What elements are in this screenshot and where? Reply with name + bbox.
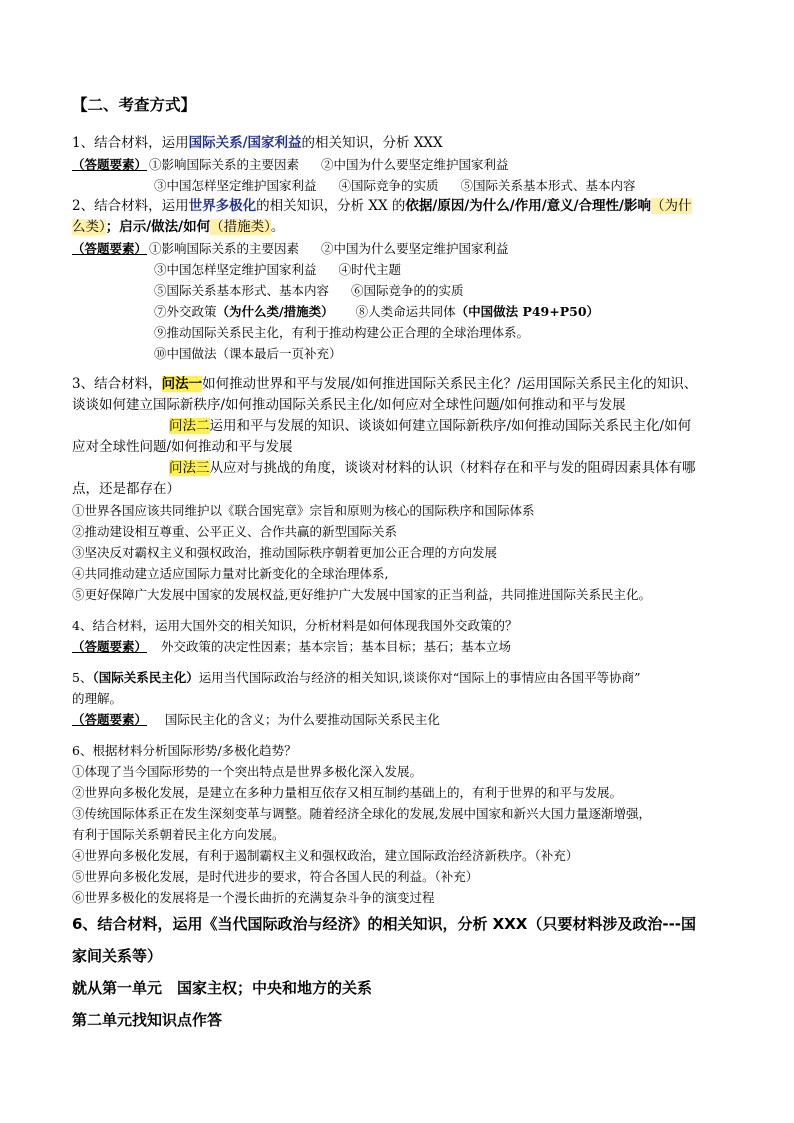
- section-title: 【二、考查方式】: [72, 95, 197, 114]
- q3-point-1: ①世界各国应该共同维护以《联合国宪章》宗旨和原则为核心的国际秩序和国际体系: [72, 503, 535, 518]
- question-2: 2、结合材料，运用世界多极化的相关知识，分析 XX 的依据/原因/为什么/作用/意义/合理性/影响（为什: [72, 198, 692, 214]
- q3-point-4: ④共同推动建立适应国际力量对比新变化的全球治理体系,: [72, 566, 389, 581]
- question-4: 4、结合材料，运用大国外交的相关知识，分析材料是如何体现我国外交政策的？: [72, 618, 518, 633]
- question-3-form-2: 问法二运用和平与发展的知识、谈谈如何建立国际新秩序/如何推动国际关系民主化/如何: [169, 418, 692, 434]
- q2-elements-row-1: （答题要素） ①影响国际关系的主要因素 ②中国为什么要坚定维护国家利益: [72, 241, 509, 256]
- question-2-cont: 么类）；启示/做法/如何（措施类）。: [72, 219, 285, 235]
- answer-elements-tag: （答题要素）: [72, 241, 148, 256]
- q1-elements-row-2: ③中国怎样坚定维护国家利益 ④国际竞争的实质 ⑤国际关系基本形式、基本内容: [154, 178, 636, 193]
- q4-elements: （答题要素） 外交政策的决定性因素；基本宗旨；基本目标；基石；基本立场: [72, 639, 511, 654]
- question-form-2: 问法二: [169, 418, 210, 434]
- q2-elements-row-3: ⑤国际关系基本形式、基本内容 ⑥国际竞争的的实质: [154, 283, 464, 298]
- question-3: 3、结合材料，问法一如何推动世界和平与发展/如何推进国际关系民主化？/运用国际关系民主化的知识、: [72, 376, 698, 392]
- question-form-1: 问法一: [161, 376, 203, 392]
- question-1: 1、结合材料，运用国际关系/国家利益的相关知识，分析 XXX: [72, 135, 443, 151]
- q1-keyword: 国际关系/国家利益: [188, 135, 302, 151]
- q6-point-3: ③传统国际体系正在发生深刻变革与调整。随着经济全球化的发展,发展中国家和新兴大国力量逐渐增强，: [72, 806, 651, 821]
- question-6b-line-1: 6、结合材料，运用《当代国际政治与经济》的相关知识，分析 XXX（只要材料涉及政治---国: [72, 915, 697, 933]
- question-5: 5、（国际关系民主化）运用当代国际政治与经济的相关知识,谈谈你对“国际上的事情应由各国平等协商”: [72, 670, 641, 685]
- question-3-form-3: 问法三从应对与挑战的角度，谈谈对材料的认识（材料存在和平与发的阻碍因素具体有哪: [169, 460, 696, 476]
- question-6b-line-3: 就从第一单元 国家主权；中央和地方的关系: [72, 979, 373, 997]
- q2-elements-row-6: ⑩中国做法（课本最后一页补充）: [154, 346, 342, 361]
- q3-point-3: ③坚决反对霸权主义和强权政治，推动国际秩序朝着更加公正合理的方向发展: [72, 545, 498, 560]
- answer-elements-tag: （答题要素）: [72, 712, 148, 727]
- question-6b-line-4: 第二单元找知识点作答: [72, 1011, 223, 1029]
- q5-elements: （答题要素） 国际民主化的含义；为什么要推动国际关系民主化: [72, 712, 440, 727]
- q3-point-5: ⑤更好保障广大发展中国家的发展权益,更好维护广大发展中国家的正当利益，共同推进国际关系民主化。: [72, 587, 651, 602]
- q6-point-6: ⑥世界多极化的发展将是一个漫长曲折的充满复杂斗争的演变过程: [72, 890, 435, 905]
- q6-point-4: ④世界向多极化发展，有利于遏制霸权主义和强权政治，建立国际政治经济新秩序。（补充）: [72, 848, 579, 863]
- q2-keyword: 世界多极化: [188, 198, 257, 214]
- document-page: 【二、考查方式】 1、结合材料，运用国际关系/国家利益的相关知识，分析 XXX （答题要素） ①影响国际关系的主要因素 ②中国为什么要坚定维护国家利益 ③中国怎样坚定维护国家利益 ④国际竞争的实质 ⑤国际关系基本形式、基本内容 2、结合材料，运用世界多极化的相关知识，分析 XX 的依据/原因/为什么/作用/意义/合理性/影响（为什 么类）；启示/做法/如何（措施类）。 （答题要素） ①影响国际关系的主要因素 ②中国为什么要坚定维护国家利益 ③中国怎样坚定维护国家利益 ④时代主题 ⑤国际关系基本形式、基本内容 ⑥国际竞争的的实质 ⑦外交政策（为什么类/措施类） ⑧人类命运共同体（中国做法 P49+P50） ⑨推动国际关系民主化，有利于推动构建公正合理的全球治理体系。 ⑩中国做法（课本最后一页补充） 3、结合材料，问法一如何推动世界和平与发展/如何推进国际关系民主化？/运用国际关系民主化的知识、 谈谈如何建立国际新秩序/如何推动国际关系民主化/如何应对全球性问题/如何推动和平与发展 问法二运用和平与发展的知识、谈谈如何建立国际新秩序/如何推动国际关系民主化/如何 应对全球性问题/如何推动和平与发展 问法三从应对与挑战的角度，谈谈对材料的认识（材料存在和平与发的阻碍因素具体有哪 点，还是都存在） ①世界各国应该共同维护以《联合国宪章》宗旨和原则为核心的国际秩序和国际体系 ②推动建设相互尊重、公平正义、合作共赢的新型国际关系 ③坚决反对霸权主义和强权政治，推动国际秩序朝着更加公正合理的方向发展 ④共同推动建立适应国际力量对比新变化的全球治理体系, ⑤更好保障广大发展中国家的发展权益,更好维护广大发展中国家的正当利益，共同推进国际关系民主化。 4、结合材料，运用大国外交的相关知识，分析材料是如何体现我国外交政策的？ （答题要素） 外交政策的决定性因素；基本宗旨；基本目标；基石；基本立场 5、（国际关系民主化）运用当代国际政治与经济的相关知识,谈谈你对“国际上的事情应由各国平等协商” 的理解。 （答题要素） 国际民主化的含义；为什么要推动国际关系民主化 6、根据材料分析国际形势/多极化趋势？ ①体现了当今国际形势的一个突出特点是世界多极化深入发展。 ②世界向多极化发展，是建立在多种力量相互依存又相互制约基础上的，有利于世界的和平与发展。 ③传统国际体系正在发生深刻变革与调整。随着经济全球化的发展,发展中国家和新兴大国力量逐渐增强， 有利于国际关系朝着民主化方向发展。 ④世界向多极化发展，有利于遏制霸权主义和强权政治，建立国际政治经济新秩序。（补充） ⑤世界向多极化发展，是时代进步的要求，符合各国人民的利益。（补充） ⑥世界多极化的发展将是一个漫长曲折的充满复杂斗争的演变过程 6、结合材料，运用《当代国际政治与经济》的相关知识，分析 XXX（只要材料涉及政治---国 家间关系等） 就从第一单元 国家主权；中央和地方的关系 第二单元找知识点作答: [72, 76, 732, 1036]
- question-6b-line-2: 家间关系等）: [72, 947, 163, 965]
- question-form-3: 问法三: [169, 460, 210, 476]
- answer-elements-tag: （答题要素）: [72, 157, 148, 172]
- q2-elements-row-2: ③中国怎样坚定维护国家利益 ④时代主题: [154, 262, 402, 277]
- q2-elements-row-4: ⑦外交政策（为什么类/措施类） ⑧人类命运共同体（中国做法 P49+P50）: [154, 304, 600, 319]
- q2-elements-row-5: ⑨推动国际关系民主化，有利于推动构建公正合理的全球治理体系。: [154, 325, 530, 340]
- q1-elements-row-1: （答题要素） ①影响国际关系的主要因素 ②中国为什么要坚定维护国家利益: [72, 157, 509, 172]
- q3-point-2: ②推动建设相互尊重、公平正义、合作共赢的新型国际关系: [72, 524, 398, 539]
- answer-elements-tag: （答题要素）: [72, 639, 148, 654]
- q6-point-5: ⑤世界向多极化发展，是时代进步的要求，符合各国人民的利益。（补充）: [72, 869, 479, 884]
- q6-point-2: ②世界向多极化发展，是建立在多种力量相互依存又相互制约基础上的，有利于世界的和平与发展。: [72, 785, 623, 800]
- q6-point-1: ①体现了当今国际形势的一个突出特点是世界多极化深入发展。: [72, 764, 423, 779]
- question-6: 6、根据材料分析国际形势/多极化趋势？: [72, 743, 297, 758]
